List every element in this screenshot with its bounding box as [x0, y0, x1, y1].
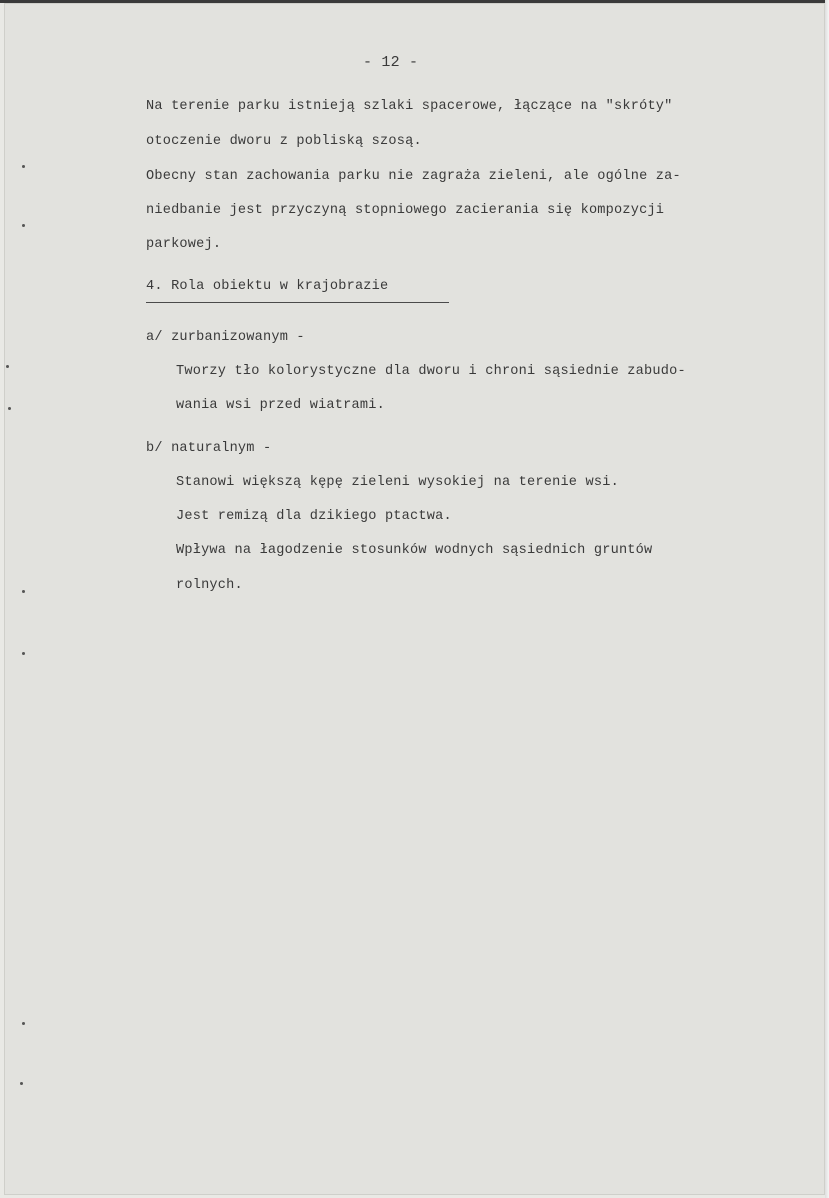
page-number: - 12 - — [363, 54, 419, 71]
paragraph-1-line-2: otoczenie dworu z pobliską szosą. — [146, 134, 422, 149]
margin-mark — [22, 224, 25, 227]
margin-mark — [22, 590, 25, 593]
subsection-a-line-1: Tworzy tło kolorystyczne dla dworu i chroni sąsiednie zabudo- — [176, 364, 686, 379]
paragraph-1-line-1: Na terenie parku istnieją szlaki spacerowe, łączące na "skróty" — [146, 99, 673, 114]
paragraph-2-line-2: niedbanie jest przyczyną stopniowego zacierania się kompozycji — [146, 203, 665, 218]
paragraph-2-line-3: parkowej. — [146, 237, 222, 252]
margin-mark — [8, 407, 11, 410]
subsection-b-line-3: Wpływa na łagodzenie stosunków wodnych sąsiednich gruntów — [176, 543, 653, 558]
margin-mark — [20, 1082, 23, 1085]
subsection-b-line-2: Jest remizą dla dzikiego ptactwa. — [176, 509, 452, 524]
margin-mark — [22, 165, 25, 168]
subsection-a-line-2: wania wsi przed wiatrami. — [176, 398, 385, 413]
scan-right-edge — [825, 0, 829, 1198]
subsection-a-label: a/ zurbanizowanym - — [146, 330, 305, 345]
margin-mark — [6, 365, 9, 368]
section-heading: 4. Rola obiektu w krajobrazie — [146, 279, 389, 294]
subsection-b-line-1: Stanowi większą kępę zieleni wysokiej na terenie wsi. — [176, 475, 619, 490]
margin-mark — [22, 1022, 25, 1025]
section-heading-underline — [146, 302, 449, 303]
paragraph-2-line-1: Obecny stan zachowania parku nie zagraża zieleni, ale ogólne za- — [146, 169, 681, 184]
subsection-b-label: b/ naturalnym - — [146, 441, 272, 456]
margin-mark — [22, 652, 25, 655]
subsection-b-line-4: rolnych. — [176, 578, 243, 593]
